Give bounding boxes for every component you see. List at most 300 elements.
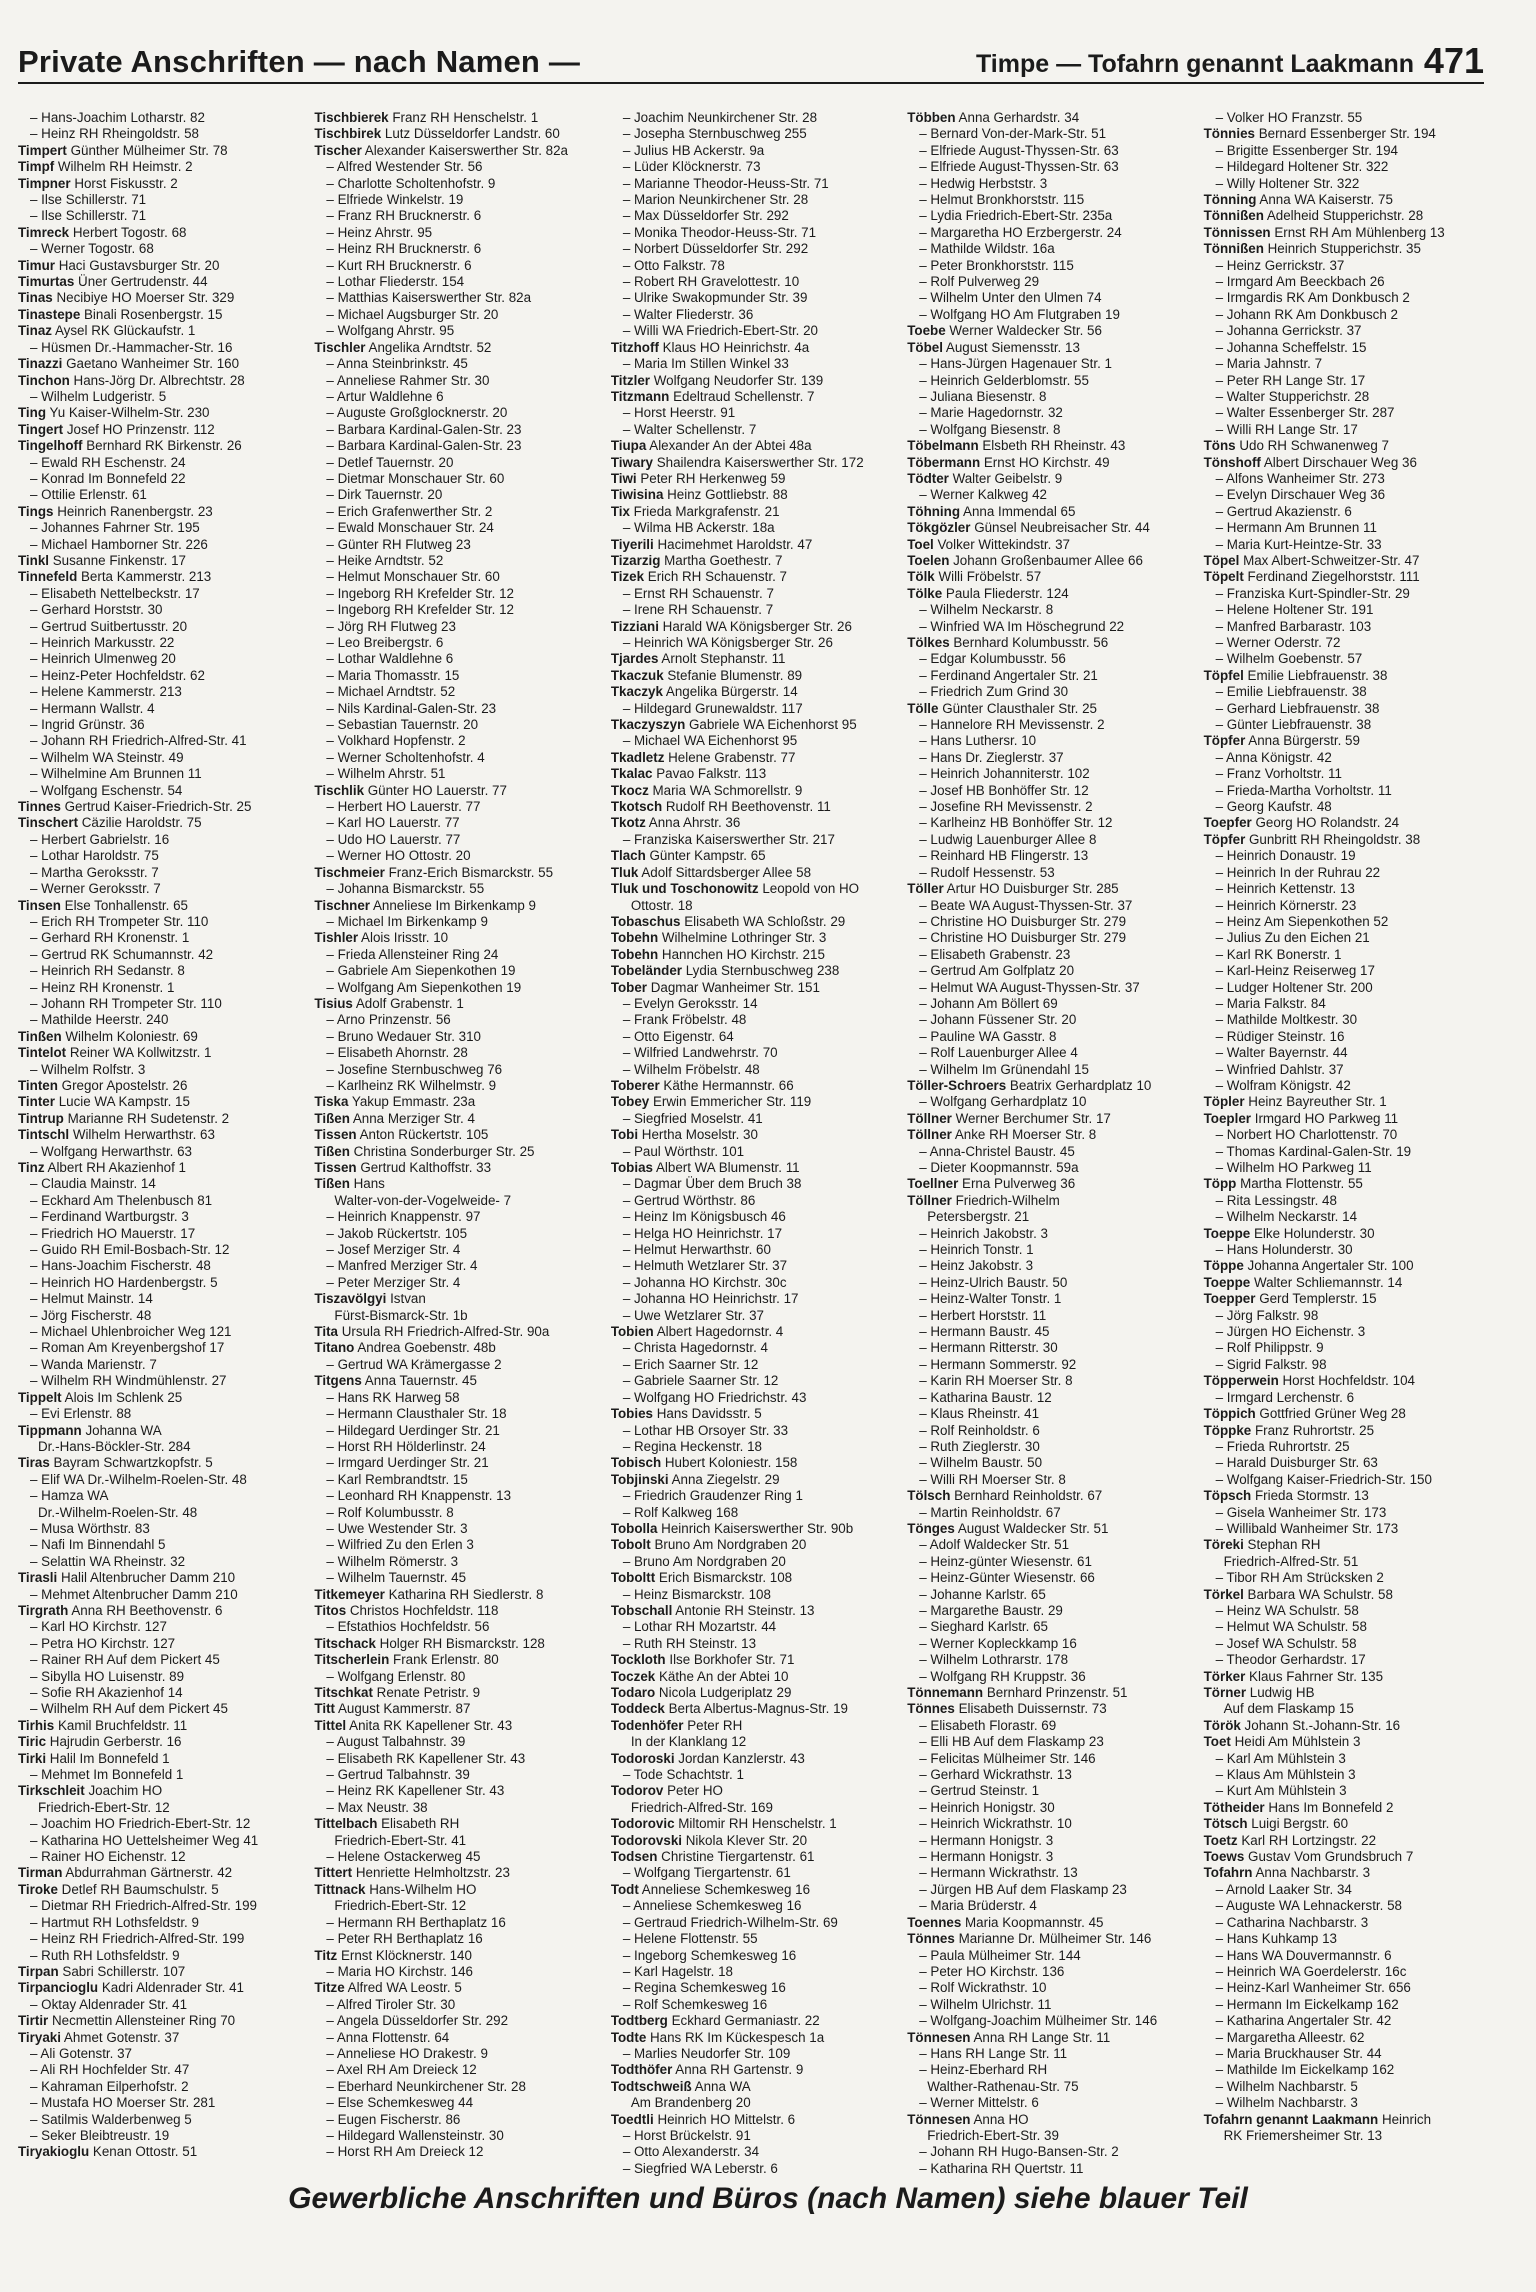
surname: Tiric xyxy=(18,1734,47,1750)
directory-entry xyxy=(907,455,1191,471)
entry-details: Günter HO Lauerstr. 77 xyxy=(364,782,507,798)
entry-details: Gertrud Kaiser-Friedrich-Str. 25 xyxy=(60,799,252,815)
directory-entry: – Mehmet Im Bonnefeld 1 xyxy=(30,1767,184,1783)
surname: Tiras xyxy=(18,1455,50,1471)
entry-details: Elke Holunderstr. 30 xyxy=(1250,1225,1375,1241)
directory-entry: – Paul Wörthstr. 101 xyxy=(622,1143,745,1159)
directory-entry: – Wolfgang Erlenstr. 80 xyxy=(326,1668,466,1684)
entry-details: Erwin Emmericher Str. 119 xyxy=(649,1094,812,1110)
directory-entry: – Franz RH Brucknerstr. 6 xyxy=(326,208,482,224)
directory-entry: – Maria Brüderstr. 4 xyxy=(919,1898,1037,1914)
directory-entry xyxy=(18,1160,302,1176)
directory-entry: – Mustafa HO Moerser Str. 281 xyxy=(30,2095,216,2111)
directory-entry: – Anna-Christel Baustr. 45 xyxy=(919,1143,1075,1159)
directory-entry: – Elisabeth Ahornstr. 28 xyxy=(326,1045,468,1061)
directory-entry: – Peter RH Berthaplatz 16 xyxy=(326,1931,483,1947)
entry-details: Renate Petristr. 9 xyxy=(372,1685,481,1700)
surname: Titschack xyxy=(314,1635,376,1651)
entry-details: Anke RH Moerser Str. 8 xyxy=(951,1127,1097,1143)
surname: Tißen xyxy=(314,1176,350,1192)
surname: Tkotz xyxy=(610,815,646,831)
surname: Törkel xyxy=(1203,1586,1244,1602)
directory-entry: – Michael Hamborner Str. 226 xyxy=(30,536,208,552)
surname: Tobolla xyxy=(610,1520,658,1536)
directory-entry: – Helene Holtener Str. 191 xyxy=(1215,602,1374,618)
directory-entry: – Christa Hagedornstr. 4 xyxy=(622,1340,768,1356)
directory-entry: – Johann RK Am Donkbusch 2 xyxy=(1215,306,1398,322)
surname: Töbel xyxy=(907,339,943,355)
surname: Tönnißen xyxy=(1203,241,1264,257)
surname: Töpsch xyxy=(1203,1488,1252,1504)
directory-entry xyxy=(18,274,302,290)
directory-entry: – Walter Essenberger Str. 287 xyxy=(1215,405,1395,421)
directory-entry xyxy=(18,438,302,454)
directory-entry xyxy=(907,569,1191,585)
directory-entry: – Gertrud Talbahnstr. 39 xyxy=(326,1767,470,1783)
directory-entry: – Heinrich Honigstr. 30 xyxy=(919,1799,1055,1815)
directory-entry: – Martin Reinholdstr. 67 xyxy=(919,1504,1061,1520)
entry-details: Anna Bürgerstr. 59 xyxy=(1245,733,1360,749)
entry-details: Necibiye HO Moerser Str. 329 xyxy=(52,290,235,306)
surname: Tkaczyszyn xyxy=(610,717,686,733)
directory-entry: – Karl-Heinz Reiserweg 17 xyxy=(1215,963,1375,979)
entry-details: Alois Im Schlenk 25 xyxy=(61,1389,183,1405)
directory-entry: – Maria Kurt-Heintze-Str. 33 xyxy=(1215,536,1382,552)
surname: Toetz xyxy=(1203,1832,1238,1848)
directory-entry: Dr.-Wilhelm-Roelen-Str. 48 xyxy=(38,1504,198,1520)
directory-entry: – Günter Liebfrauenstr. 38 xyxy=(1215,717,1372,733)
directory-entry: – Hermann Baustr. 45 xyxy=(919,1324,1050,1340)
entry-details: Anna WA Kaiserstr. 75 xyxy=(1256,192,1393,208)
directory-entry: – Rolf Lauenburger Allee 4 xyxy=(919,1045,1078,1061)
surname: Tölk xyxy=(907,569,935,585)
directory-entry: – Maria Falkstr. 84 xyxy=(1215,995,1326,1011)
entry-details: Martha Goethestr. 7 xyxy=(660,552,783,568)
directory-entry xyxy=(611,684,895,700)
directory-entry: – Arnold Laaker Str. 34 xyxy=(1215,1881,1352,1897)
directory-entry: – Heinz-Eberhard RH xyxy=(919,2062,1048,2078)
surname: Tirpan xyxy=(18,1963,59,1979)
directory-entry: – Irmgard Lerchenstr. 6 xyxy=(1215,1389,1355,1405)
directory-entry xyxy=(611,1521,895,1537)
directory-entry: – Lothar Haroldstr. 75 xyxy=(30,848,159,864)
directory-entry xyxy=(314,1948,598,1964)
directory-entry: – Ottilie Erlenstr. 61 xyxy=(30,487,147,503)
directory-entry xyxy=(611,783,895,799)
directory-entry: – Dietmar RH Friedrich-Alfred-Str. 199 xyxy=(30,1898,257,1914)
directory-entry: – Ruth RH Steinstr. 13 xyxy=(622,1635,757,1651)
directory-entry: – Artur Waldlehne 6 xyxy=(326,388,444,404)
surname: Tlach xyxy=(610,848,646,864)
surname: Tönnesen xyxy=(907,2111,971,2127)
directory-entry: – Günter RH Flutweg 23 xyxy=(326,536,471,552)
surname: Tönnes xyxy=(907,1701,955,1717)
directory-entry xyxy=(18,2030,302,2046)
surname: Tkalac xyxy=(610,766,653,782)
directory-entry: – Willi RH Lange Str. 17 xyxy=(1215,421,1358,437)
entry-details: Anneliese Schemkesweg 16 xyxy=(638,1881,811,1897)
surname: Tittelbach xyxy=(314,1816,378,1832)
directory-entry xyxy=(18,1603,302,1619)
directory-entry: – Katharina Angertaler Str. 42 xyxy=(1215,2013,1392,2029)
directory-entry: – Manfred Barbarastr. 103 xyxy=(1215,618,1372,634)
surname: Tischner xyxy=(314,897,370,913)
entry-details: Üner Gertrudenstr. 44 xyxy=(74,274,208,290)
entry-details: Ludwig HB xyxy=(1246,1685,1315,1700)
directory-entry xyxy=(1204,815,1488,831)
surname: Töllner xyxy=(907,1192,952,1208)
surname: Tißen xyxy=(314,1110,350,1126)
entry-details: Maria WA Schmorellstr. 9 xyxy=(648,782,803,798)
directory-entry xyxy=(611,1685,895,1701)
directory-entry: – Alfred Westender Str. 56 xyxy=(326,159,483,175)
directory-entry xyxy=(1204,832,1488,848)
entry-details: Bernhard Reinholdstr. 67 xyxy=(950,1488,1103,1504)
directory-entry: – Johann Am Böllert 69 xyxy=(919,995,1058,1011)
directory-entry: – Georg Kaufstr. 48 xyxy=(1215,799,1332,815)
surname: Toepler xyxy=(1203,1110,1251,1126)
entry-details: Anneliese Im Birkenkamp 9 xyxy=(369,897,536,913)
directory-entry: – Heinrich Gelderblomstr. 55 xyxy=(919,372,1089,388)
directory-entry: – Siegfried Moselstr. 41 xyxy=(622,1110,763,1126)
surname: Tinschert xyxy=(18,815,79,831)
entry-details: Franz RH Henschelstr. 1 xyxy=(388,110,539,125)
directory-entry xyxy=(18,307,302,323)
surname: Tockloth xyxy=(610,1652,666,1668)
directory-entry xyxy=(611,2013,895,2029)
entry-details: Reiner WA Kollwitzstr. 1 xyxy=(66,1045,212,1061)
surname: Tjardes xyxy=(610,651,659,667)
surname: Tiupa xyxy=(610,438,647,454)
surname: Tökgözler xyxy=(907,520,971,536)
directory-entry: – Gertrud Wörthstr. 86 xyxy=(622,1192,756,1208)
directory-entry xyxy=(611,799,895,815)
directory-entry: – Josef WA Schulstr. 58 xyxy=(1215,1635,1357,1651)
directory-entry: – Tibor RH Am Strücksken 2 xyxy=(1215,1570,1384,1586)
directory-entry: – Frieda-Martha Vorholtstr. 11 xyxy=(1215,782,1392,798)
directory-entry: – Regina Heckenstr. 18 xyxy=(622,1438,763,1454)
directory-entry: – Irmgardis RK Am Donkbusch 2 xyxy=(1215,290,1410,306)
directory-entry: – Lydia Friedrich-Ebert-Str. 235a xyxy=(919,208,1113,224)
directory-entry: – Heinrich WA Königsberger Str. 26 xyxy=(622,635,833,650)
surname: Timurtas xyxy=(18,274,75,290)
directory-entry: – Angela Düsseldorfer Str. 292 xyxy=(326,2013,509,2029)
directory-entry: – Hans RH Lange Str. 11 xyxy=(919,2045,1068,2061)
directory-entry xyxy=(1204,1291,1488,1307)
directory-entry xyxy=(611,1406,895,1422)
surname: Timreck xyxy=(18,224,70,240)
directory-entry: – Heinrich WA Goerdelerstr. 16c xyxy=(1215,1963,1407,1979)
entry-details: Elisabeth Duissernstr. 73 xyxy=(954,1701,1107,1717)
directory-entry: – Frank Fröbelstr. 48 xyxy=(622,1012,747,1028)
directory-entry: – Karlheinz RK Wilhelmstr. 9 xyxy=(326,1077,497,1093)
directory-entry xyxy=(611,980,895,996)
entry-details: Heinrich HO Mittelstr. 6 xyxy=(653,2111,796,2127)
directory-entry xyxy=(18,290,302,306)
directory-entry: – Joachim HO Friedrich-Ebert-Str. 12 xyxy=(30,1816,251,1832)
directory-entry: – Elli HB Auf dem Flaskamp 23 xyxy=(919,1734,1104,1750)
surname: Török xyxy=(1203,1717,1241,1733)
entry-details: Franz-Erich Bismarckstr. 55 xyxy=(384,864,554,880)
surname: Tisius xyxy=(314,995,353,1011)
surname: Toberer xyxy=(610,1077,660,1093)
directory-entry: – Ali Gotenstr. 37 xyxy=(30,2045,132,2061)
directory-entry: – Heinz Bismarckstr. 108 xyxy=(622,1586,771,1602)
entry-details: Christine Tiergartenstr. 61 xyxy=(657,1849,815,1865)
directory-entry: – Otto Eigenstr. 64 xyxy=(622,1028,734,1044)
directory-entry: – Helmuth Wetzlarer Str. 37 xyxy=(622,1258,788,1274)
directory-entry: – Maria HO Kirchstr. 146 xyxy=(326,1963,474,1979)
directory-entry: – Heinrich Ulmenweg 20 xyxy=(30,651,176,667)
directory-entry: – Heinz Im Königsbusch 46 xyxy=(622,1209,786,1225)
directory-entry: – Gerhard Wickrathstr. 13 xyxy=(919,1767,1072,1783)
entry-details: Nikola Klever Str. 20 xyxy=(682,1832,808,1848)
directory-entry: – Anneliese Schemkesweg 16 xyxy=(622,1898,802,1914)
directory-entry xyxy=(1204,1669,1488,1685)
directory-entry xyxy=(18,356,302,372)
directory-entry xyxy=(314,1882,598,1898)
directory-entry: – Johann RH Hugo-Bansen-Str. 2 xyxy=(919,2144,1119,2160)
surname: Tober xyxy=(610,979,648,995)
directory-entry xyxy=(611,1078,895,1094)
directory-entry: – Walter Schellenstr. 7 xyxy=(622,421,757,437)
directory-entry xyxy=(314,865,598,881)
directory-entry: – Hermann Honigstr. 3 xyxy=(919,1832,1054,1848)
entry-details: August Kammerstr. 87 xyxy=(334,1701,471,1717)
directory-entry: – Friedrich HO Mauerstr. 17 xyxy=(30,1225,196,1241)
directory-entry xyxy=(314,1176,598,1192)
surname: Todorovic xyxy=(610,1816,675,1832)
directory-entry: – Anna Königstr. 42 xyxy=(1215,749,1332,765)
surname: Todtschweiß xyxy=(610,2078,692,2094)
surname: Töller-Schroers xyxy=(907,1077,1007,1093)
directory-entry: – Sigrid Falkstr. 98 xyxy=(1215,1356,1327,1372)
directory-entry: – Michael Uhlenbroicher Weg 121 xyxy=(30,1324,232,1340)
entry-details: August Siemensstr. 13 xyxy=(942,339,1080,355)
directory-entry: Friedrich-Ebert-Str. 12 xyxy=(38,1799,170,1815)
name-range: Timpe — Tofahrn genannt Laakmann xyxy=(975,50,1414,78)
directory-entry xyxy=(611,1783,895,1799)
directory-entry: – Brigitte Essenberger Str. 194 xyxy=(1215,142,1398,158)
directory-entry: – Heinz-günter Wiesenstr. 61 xyxy=(919,1553,1092,1569)
directory-entry: Dr.-Hans-Böckler-Str. 284 xyxy=(38,1438,191,1454)
directory-entry: – Hermann Honigstr. 3 xyxy=(919,1849,1054,1865)
surname: Titzler xyxy=(610,372,651,388)
entry-details: Frank Erlenstr. 80 xyxy=(389,1652,499,1668)
directory-entry: – Michael Im Birkenkamp 9 xyxy=(326,913,488,929)
directory-entry: – Satilmis Walderbenweg 5 xyxy=(30,2111,192,2127)
surname: Tintschl xyxy=(18,1127,70,1143)
directory-entry: – Otto Falkstr. 78 xyxy=(622,257,725,273)
directory-entry: – Hermann Im Eickelkamp 162 xyxy=(1215,1996,1399,2012)
entry-details: Albert Hagedornstr. 4 xyxy=(653,1324,784,1340)
directory-entry: – Ludwig Lauenburger Allee 8 xyxy=(919,831,1097,847)
directory-entry: – Jörg RH Flutweg 23 xyxy=(326,618,456,634)
directory-entry: – Auguste Großglocknerstr. 20 xyxy=(326,405,508,421)
directory-entry xyxy=(907,1078,1191,1094)
directory-entry: – Marianne Theodor-Heuss-Str. 71 xyxy=(622,175,829,191)
entry-details: Walter Schliemannstr. 14 xyxy=(1250,1274,1403,1290)
surname: Toeppe xyxy=(1203,1274,1251,1290)
surname: Tischbirek xyxy=(314,126,382,142)
directory-entry: – Hartmut RH Lothsfeldstr. 9 xyxy=(30,1914,199,1930)
surname: Tizek xyxy=(610,569,645,585)
directory-entry: – Eugen Fischerstr. 86 xyxy=(326,2111,461,2127)
directory-entry xyxy=(18,1570,302,1586)
surname: Tirpancioglu xyxy=(18,1980,99,1996)
directory-entry: – Horst RH Hölderlinstr. 24 xyxy=(326,1438,486,1454)
directory-entry xyxy=(907,520,1191,536)
entry-details: Sabri Schillerstr. 107 xyxy=(58,1963,186,1979)
directory-entry xyxy=(18,1390,302,1406)
entry-details: Hans xyxy=(349,1176,385,1192)
directory-entry: – Ruth RH Lothsfeldstr. 9 xyxy=(30,1947,180,1963)
directory-entry: – Margaretha HO Erzbergerstr. 24 xyxy=(919,224,1122,240)
directory-entry: – Jörg Fischerstr. 48 xyxy=(30,1307,152,1323)
entry-details: Susanne Finkenstr. 17 xyxy=(49,552,186,568)
entry-details: Lucie WA Kampstr. 15 xyxy=(54,1094,190,1110)
entry-details: Hertha Moselstr. 30 xyxy=(638,1127,758,1143)
entry-details: Wilhelm RH Heimstr. 2 xyxy=(54,159,193,175)
directory-entry: – Karl RK Bonerstr. 1 xyxy=(1215,946,1342,962)
directory-entry xyxy=(1204,1587,1488,1603)
directory-entry: – Heinrich RH Sedanstr. 8 xyxy=(30,963,185,979)
directory-entry: – Karl Hagelstr. 18 xyxy=(622,1963,733,1979)
directory-entry: – Ernst RH Schauenstr. 7 xyxy=(622,585,774,601)
directory-entry: – Werner Mittelstr. 6 xyxy=(919,2095,1039,2111)
entry-details: Hacimehmet Haroldstr. 47 xyxy=(653,536,813,552)
directory-entry xyxy=(1204,438,1488,454)
surname: Tiska xyxy=(314,1094,349,1110)
directory-entry: – Gerhard RH Kronenstr. 1 xyxy=(30,930,190,946)
directory-entry: – Hans RK Harweg 58 xyxy=(326,1389,460,1405)
surname: Tirhis xyxy=(18,1717,55,1733)
directory-entry xyxy=(907,635,1191,651)
surname: Töllner xyxy=(907,1110,952,1126)
directory-entry xyxy=(611,865,895,881)
entry-details: Anna Tauernstr. 45 xyxy=(361,1373,477,1389)
directory-entry: – Pauline WA Gasstr. 8 xyxy=(919,1028,1057,1044)
entry-details: Detlef RH Baumschulstr. 5 xyxy=(57,1881,219,1897)
directory-entry: – Ruth Zieglerstr. 30 xyxy=(919,1438,1040,1454)
surname: Toczek xyxy=(610,1668,656,1684)
entry-details: Marianne RH Sudetenstr. 2 xyxy=(63,1110,230,1126)
directory-entry xyxy=(314,1094,598,1110)
surname: Töpel xyxy=(1203,552,1240,568)
surname: Todenhöfer xyxy=(610,1717,684,1733)
directory-entry: – Gertrud Steinstr. 1 xyxy=(919,1783,1040,1799)
entry-details: Horst Hochfeldstr. 104 xyxy=(1278,1373,1415,1389)
entry-details: Jordan Kanzlerstr. 43 xyxy=(674,1750,805,1766)
directory-entry: – Helmut WA Schulstr. 58 xyxy=(1215,1619,1367,1635)
directory-entry: – Hans-Joachim Lotharstr. 82 xyxy=(30,110,205,125)
surname: Tobey xyxy=(610,1094,650,1110)
directory-entry xyxy=(611,471,895,487)
surname: Titkemeyer xyxy=(314,1586,385,1602)
entry-details: Harald WA Königsberger Str. 26 xyxy=(658,618,852,634)
entry-details: Paula Fliederstr. 124 xyxy=(942,585,1069,601)
entry-details: Klaus Fahrner Str. 135 xyxy=(1245,1668,1384,1684)
directory-entry xyxy=(18,422,302,438)
directory-entry: – Hermann Am Brunnen 11 xyxy=(1215,520,1377,536)
directory-entry: – Joachim Neunkirchener Str. 28 xyxy=(622,110,818,125)
directory-entry: Friedrich-Ebert-Str. 41 xyxy=(334,1832,467,1848)
directory-entry xyxy=(611,1652,895,1668)
directory-entry: – Wilfried Landwehrstr. 70 xyxy=(622,1045,778,1061)
directory-entry: – Rudolf Hessenstr. 53 xyxy=(919,864,1055,880)
directory-entry xyxy=(1204,1816,1488,1832)
directory-entry: – Johanna Scheffelstr. 15 xyxy=(1215,339,1367,355)
surname: Titze xyxy=(314,1980,345,1996)
directory-entry: – Wilfried Zu den Erlen 3 xyxy=(326,1537,474,1553)
surname: Titscherlein xyxy=(314,1652,390,1668)
entry-details: Johanna Angertaler Str. 100 xyxy=(1243,1258,1414,1274)
directory-entry xyxy=(18,323,302,339)
directory-entry: – Efstathios Hochfeldstr. 56 xyxy=(326,1619,490,1635)
entry-details: Ahmet Gotenstr. 37 xyxy=(60,2029,180,2045)
directory-entry xyxy=(1204,1111,1488,1127)
surname: Töbelmann xyxy=(907,438,979,454)
directory-entry: – Peter Bronkhorststr. 115 xyxy=(919,257,1074,273)
entry-details: Berta Albertus-Magnus-Str. 19 xyxy=(664,1701,848,1717)
directory-entry: – Wolfgang Eschenstr. 54 xyxy=(30,782,183,798)
directory-entry xyxy=(1204,192,1488,208)
directory-entry: – Karl Am Mühlstein 3 xyxy=(1215,1750,1346,1766)
directory-entry: – Josef HB Bonhöffer Str. 12 xyxy=(919,782,1089,798)
directory-entry xyxy=(611,389,895,405)
surname: Titgens xyxy=(314,1373,362,1389)
directory-entry: Petersbergstr. 21 xyxy=(927,1209,1030,1225)
directory-entry: – Hans Kuhkamp 13 xyxy=(1215,1931,1337,1947)
directory-entry: – Karl Rembrandtstr. 15 xyxy=(326,1471,468,1487)
directory-entry: – Heinrich Wickrathstr. 10 xyxy=(919,1816,1072,1832)
directory-entry: – Wolfram Königstr. 42 xyxy=(1215,1077,1351,1093)
directory-entry: – Marion Neunkirchener Str. 28 xyxy=(622,192,809,208)
directory-entry: – Elfriede Winkelstr. 19 xyxy=(326,192,464,208)
directory-entry xyxy=(611,1455,895,1471)
directory-entry: Friedrich-Alfred-Str. 51 xyxy=(1223,1553,1359,1569)
surname: Töpfer xyxy=(1203,831,1246,847)
entry-details: Ursula RH Friedrich-Alfred-Str. 90a xyxy=(337,1324,550,1340)
directory-entry: – Rolf Kolumbusstr. 8 xyxy=(326,1504,454,1520)
directory-entry: – Karlheinz HB Bonhöffer Str. 12 xyxy=(919,815,1113,831)
surname: Tluk xyxy=(610,864,639,880)
directory-entry: – Elisabeth RK Kapellener Str. 43 xyxy=(326,1750,526,1766)
directory-entry xyxy=(907,1176,1191,1192)
surname: Tobjinski xyxy=(610,1471,669,1487)
surname: Tkaczuk xyxy=(610,667,664,683)
entry-details: Alois Irisstr. 10 xyxy=(358,930,449,946)
surname: Toepfer xyxy=(1203,815,1252,831)
directory-entry: – Dieter Koopmannstr. 59a xyxy=(919,1160,1079,1175)
surname: Toeppe xyxy=(1203,1225,1251,1241)
surname: Tißen xyxy=(314,1143,350,1159)
directory-entry xyxy=(18,405,302,421)
entry-details: Adolf Sittardsberger Allee 58 xyxy=(638,864,812,880)
directory-entry: – Beate WA August-Thyssen-Str. 37 xyxy=(919,897,1133,913)
directory-entry: – Kurt RH Brucknerstr. 6 xyxy=(326,257,472,273)
section-title: Private Anschriften — nach Namen — xyxy=(18,44,581,79)
surname: Törner xyxy=(1203,1685,1247,1700)
entry-details: Martha Flottenstr. 55 xyxy=(1236,1176,1363,1192)
directory-entry: – Helmut Bronkhorststr. 115 xyxy=(919,192,1085,208)
directory-entry: – Heinz Gerrickstr. 37 xyxy=(1215,257,1345,273)
directory-entry xyxy=(18,1029,302,1045)
surname: Töppe xyxy=(1203,1258,1244,1274)
directory-entry: – Johann RH Friedrich-Alfred-Str. 41 xyxy=(30,733,247,749)
column-1 xyxy=(18,110,302,2160)
directory-entry: – Klaus Am Mühlstein 3 xyxy=(1215,1767,1356,1783)
